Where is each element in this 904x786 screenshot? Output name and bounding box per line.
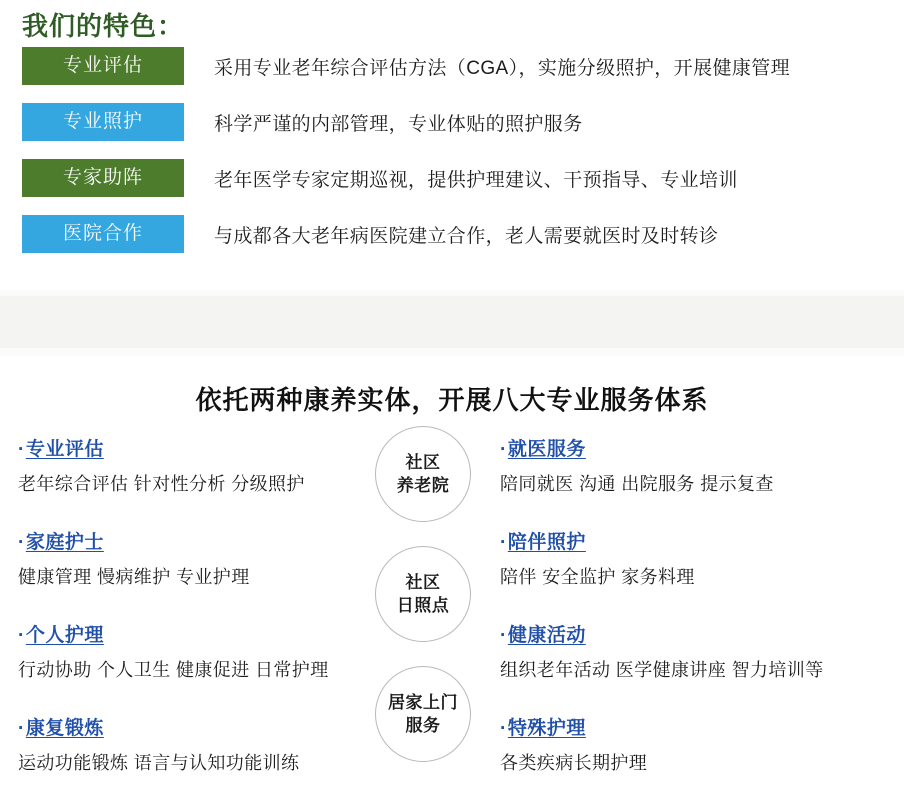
feature-text: 老年医学专家定期巡视，提供护理建议、干预指导、专业培训	[214, 169, 738, 191]
bullet-icon: ·	[18, 439, 25, 460]
service-item	[500, 434, 850, 496]
entity-circle-line1: 社区	[405, 573, 441, 592]
service-item	[500, 713, 850, 775]
feature-text: 与成都各大老年病医院建立合作，老人需要就医时及时转诊	[214, 225, 719, 247]
feature-text: 采用专业老年综合评估方法（CGA），实施分级照护，开展健康管理	[214, 57, 791, 79]
service-description: 陪伴 安全监护 家务料理	[500, 567, 695, 587]
features-section	[0, 0, 904, 290]
features-list	[22, 47, 882, 271]
features-title: 我们的特色：	[22, 11, 185, 41]
service-description: 运动功能锻炼 语言与认知功能训练	[18, 753, 300, 773]
bullet-icon: ·	[500, 625, 507, 646]
feature-row	[22, 47, 882, 85]
services-column-left	[18, 434, 368, 775]
service-item	[18, 713, 368, 775]
service-heading	[500, 620, 850, 647]
service-entity-circles	[375, 426, 485, 786]
service-description: 健康管理 慢病维护 专业护理	[18, 567, 250, 587]
bullet-icon: ·	[18, 532, 25, 553]
entity-circle-line1: 居家上门	[388, 693, 458, 712]
service-heading	[18, 713, 368, 740]
service-description: 各类疾病长期护理	[500, 753, 648, 773]
bullet-icon: ·	[18, 625, 25, 646]
section-divider-stripe	[0, 296, 904, 348]
bullet-icon: ·	[500, 439, 507, 460]
service-heading-text: 陪伴照护	[507, 532, 586, 553]
service-heading-text: 健康活动	[507, 625, 586, 646]
bullet-icon: ·	[500, 718, 507, 739]
entity-circle-line2: 日照点	[396, 596, 450, 615]
feature-tag: 专业评估	[22, 47, 184, 85]
service-heading-text: 特殊护理	[507, 718, 586, 739]
feature-text: 科学严谨的内部管理，专业体贴的照护服务	[214, 113, 583, 135]
service-item	[18, 527, 368, 589]
service-heading	[18, 434, 368, 461]
feature-tag: 专家助阵	[22, 159, 184, 197]
service-item	[18, 434, 368, 496]
services-column-right	[500, 434, 850, 775]
service-description: 陪同就医 沟通 出院服务 提示复查	[500, 474, 774, 494]
service-heading-text: 康复锻炼	[25, 718, 104, 739]
feature-row	[22, 215, 882, 253]
service-heading-text: 家庭护士	[25, 532, 104, 553]
service-heading-text: 个人护理	[25, 625, 104, 646]
bullet-icon: ·	[18, 718, 25, 739]
service-heading	[500, 527, 850, 554]
service-item	[500, 527, 850, 589]
entity-circle	[375, 426, 471, 522]
entity-circle-line2: 养老院	[396, 476, 450, 495]
service-description: 组织老年活动 医学健康讲座 智力培训等	[500, 660, 824, 680]
entity-circle	[375, 666, 471, 762]
service-heading-text: 专业评估	[25, 439, 104, 460]
service-heading	[500, 713, 850, 740]
feature-row	[22, 103, 882, 141]
feature-tag: 专业照护	[22, 103, 184, 141]
service-heading	[18, 527, 368, 554]
service-heading	[18, 620, 368, 647]
feature-row	[22, 159, 882, 197]
service-description: 行动协助 个人卫生 健康促进 日常护理	[18, 660, 329, 680]
feature-tag: 医院合作	[22, 215, 184, 253]
service-item	[18, 620, 368, 682]
service-item	[500, 620, 850, 682]
entity-circle	[375, 546, 471, 642]
bullet-icon: ·	[500, 532, 507, 553]
entity-circle-line2: 服务	[405, 716, 441, 735]
service-description: 老年综合评估 针对性分析 分级照护	[18, 474, 305, 494]
services-title: 依托两种康养实体，开展八大专业服务体系	[195, 385, 709, 415]
entity-circle-line1: 社区	[405, 453, 441, 472]
services-section	[0, 356, 904, 782]
service-heading	[500, 434, 850, 461]
service-heading-text: 就医服务	[507, 439, 586, 460]
